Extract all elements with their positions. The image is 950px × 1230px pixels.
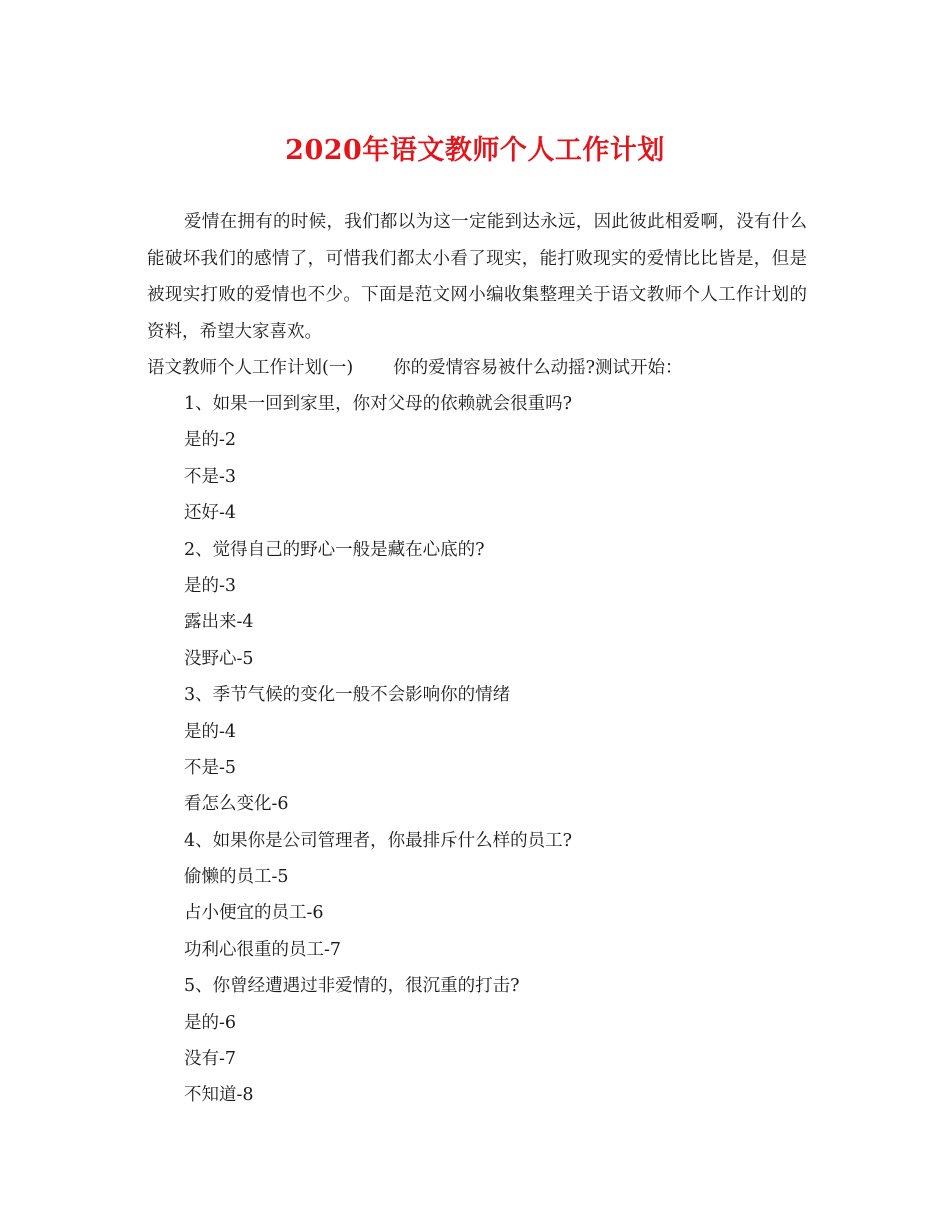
quiz-intro: 你的爱情容易被什么动摇?测试开始： (393, 358, 683, 378)
quiz-question: 3、季节气候的变化一般不会影响你的情绪 (184, 685, 511, 706)
quiz-question: 4、如果你是公司管理者，你最排斥什么样的员工? (184, 830, 573, 851)
quiz-option: 露出来-4 (184, 612, 254, 633)
quiz-option: 不是-5 (184, 757, 237, 778)
quiz-option: 不是-3 (184, 466, 237, 487)
quiz-option: 不知道-8 (184, 1085, 254, 1106)
quiz-option: 是的-4 (184, 721, 237, 742)
quiz-option: 占小便宜的员工-6 (184, 903, 324, 924)
quiz-option: 是的-3 (184, 575, 237, 596)
quiz-option: 是的-2 (184, 430, 237, 451)
quiz-option: 偷懒的员工-5 (184, 867, 289, 888)
quiz-question: 1、如果一回到家里，你对父母的依赖就会很重吗? (184, 394, 573, 414)
quiz-question: 5、你曾经遭遇过非爱情的，很沉重的打击? (184, 976, 520, 997)
document-title: 2020年语文教师个人工作计划 (285, 135, 665, 166)
quiz-option: 是的-6 (184, 1012, 237, 1033)
quiz-option: 功利心很重的员工-7 (184, 939, 342, 960)
quiz-option: 看怎么变化-6 (184, 794, 289, 815)
intro-paragraph: 爱情在拥有的时候，我们都以为这一定能到达永远，因此彼此相爱啊，没有什么能破坏我们的感情了，可惜我们都太小看了现实，能打败现实的爱情比比皆是，但是被现实打败的爱情也不少。下面是范文网小编收集整理关于语文教师个人工作计划的资料，希望大家喜欢。 (147, 212, 807, 342)
quiz-option: 没野心-5 (184, 648, 254, 669)
quiz-option: 没有-7 (184, 1049, 237, 1070)
section-heading-line (147, 350, 807, 387)
quiz-list (184, 386, 804, 1114)
section-heading: 语文教师个人工作计划(一) (147, 358, 354, 378)
quiz-option: 还好-4 (184, 503, 237, 524)
quiz-question: 2、觉得自己的野心一般是藏在心底的? (184, 539, 485, 560)
